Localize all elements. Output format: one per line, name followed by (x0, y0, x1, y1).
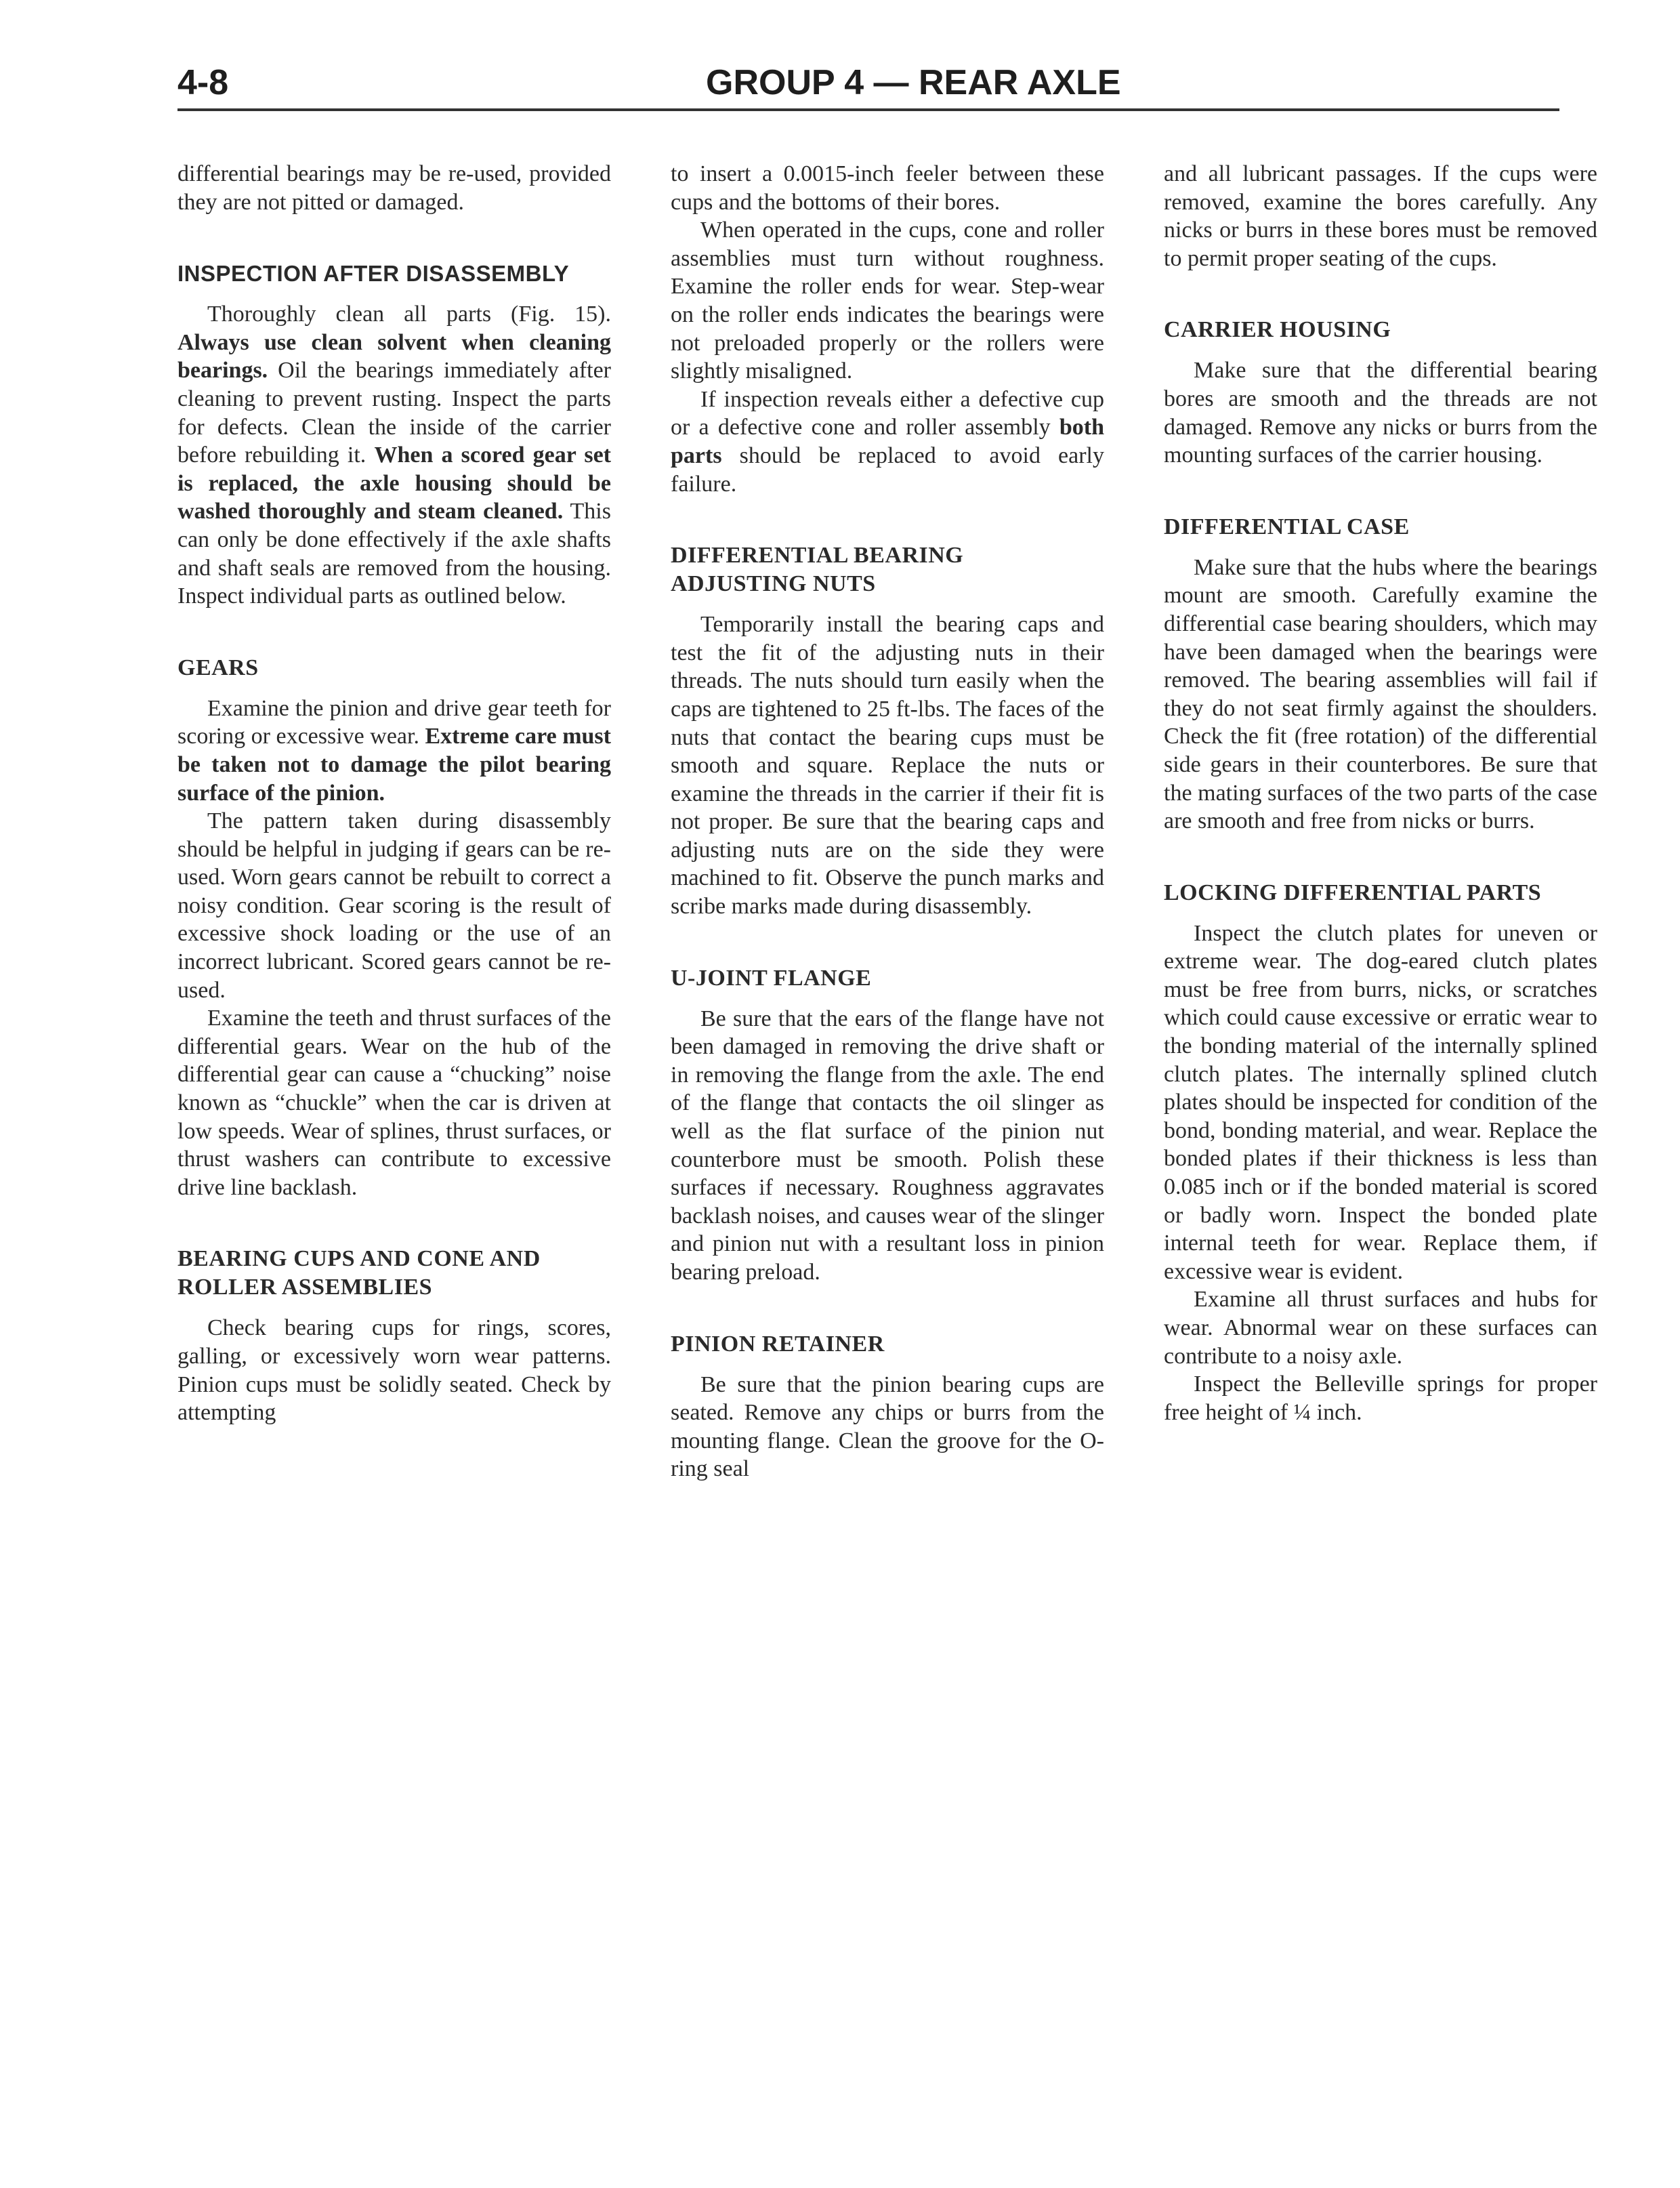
paragraph: Temporarily install the bearing caps and test the fit of the adjusting nuts in their threads. The nuts should turn easily when the caps are tightened to 25 ft-lbs. The faces of the nuts that contact the bearing cups must be smooth and square. Replace the nuts or examine the threads in the carrier if their fit is not proper. Be sure that the bearing caps and adjusting nuts are on the side they were machined to fit. Observe the punch marks and scribe marks made during disassembly. (671, 612, 1104, 920)
paragraph: Check bearing cups for rings, scores, galling, or excessively worn wear patterns. Pinion cups must be solidly seated. Check by attempting (177, 1315, 611, 1426)
paragraph: Inspect the Belleville springs for proper free height of ¼ inch. (1164, 1371, 1597, 1425)
section-heading-gears: GEARS (177, 655, 259, 680)
paragraph: Make sure that the differential bearing bores are smooth and the threads are not damaged. Remove any nicks or burrs from the mounting surfaces of the carrier housing. (1164, 358, 1597, 468)
paragraph: If inspection reveals either a defective cup or a defective cone and roller assembly both parts should be replaced to avoid early failure. (671, 386, 1104, 497)
paragraph: Examine the teeth and thrust surfaces of the differential gears. Wear on the hub of the differential gear can cause a “chucking” noise known as “chuckle” when the car is driven at low speeds. Wear of splines, thrust surfaces, or thrust washers can contribute to excessive drive line backlash. (177, 1006, 611, 1200)
paragraph: to insert a 0.0015-inch feeler between these cups and the bottoms of their bores. (671, 161, 1104, 215)
page-header (177, 56, 1573, 110)
paragraph: Examine all thrust surfaces and hubs for wear. Abnormal wear on these surfaces can contribute to a noisy axle. (1164, 1287, 1597, 1369)
section-heading-pinion-retainer: PINION RETAINER (671, 1331, 885, 1357)
column-3 (1164, 160, 1597, 1426)
section-heading-carrier-housing: CARRIER HOUSING (1164, 317, 1391, 343)
paragraph: Examine the pinion and drive gear teeth for scoring or excessive wear. Extreme care must be taken not to damage the pilot bearing surface of the pinion. (177, 695, 611, 806)
paragraph: Make sure that the hubs where the bearings mount are smooth. Carefully examine the differential case bearing shoulders, which may have been damaged when the bearings were removed. The bearing assemblies will fail if they do not seat firmly against the shoulders. Check the fit (free rotation) of the differential side gears in their counterbores. Be sure that the mating surfaces of the two parts of the case are smooth and free from nicks or burrs. (1164, 554, 1597, 834)
column-1 (177, 160, 611, 1427)
paragraph: Be sure that the pinion bearing cups are seated. Remove any chips or burrs from the mounting flange. Clean the groove for the O-ring seal (671, 1371, 1104, 1482)
page-title: GROUP 4 — REAR AXLE (706, 63, 1121, 102)
paragraph: When operated in the cups, cone and roller assemblies must turn without roughness. Examine the roller ends for wear. Step-wear on the roller ends indicates the bearings were not preloaded properly or the rollers were slightly misaligned. (671, 218, 1104, 384)
section-heading-inspection: INSPECTION AFTER DISASSEMBLY (177, 261, 570, 287)
page-number: 4-8 (177, 63, 229, 102)
header-rule (177, 108, 1559, 111)
section-heading-u-joint-flange: U-JOINT FLANGE (671, 965, 872, 991)
paragraph: Be sure that the ears of the flange have not been damaged in removing the drive shaft or in removing the flange from the axle. The end of the flange that contacts the oil slinger as well as the flat surface of the pinion nut counterbore must be smooth. Polish these surfaces if necessary. Roughness aggravates backlash noises, and causes wear of the slinger and pinion nut with a resultant loss in pinion bearing preload. (671, 1006, 1104, 1285)
paragraph: Inspect the clutch plates for uneven or extreme wear. The dog-eared clutch plates must be free from burrs, nicks, or scratches which could cause excessive or erratic wear to the bonding material of the internally splined clutch plates. The internally splined clutch plates should be inspected for condition of the bond, bonding material, and wear. Replace the bonded plates if their thickness is less than 0.085 inch or if the bonded material is scored or badly worn. Inspect the bonded plate internal teeth for wear. Replace them, if excessive wear is evident. (1164, 920, 1597, 1284)
paragraph: Thoroughly clean all parts (Fig. 15). Always use clean solvent when cleaning bearings. Oil the bearings immediately after cleaning to prevent rusting. Inspect the parts for defects. Clean the inside of the carrier before rebuilding it. When a scored gear set is replaced, the axle housing should be washed thoroughly and steam cleaned. This can only be done effectively if the axle shafts and shaft seals are removed from the housing. Inspect individual parts as outlined below. (177, 302, 611, 609)
section-heading-bearing-cups: BEARING CUPS AND CONE AND ROLLER ASSEMBLIES (177, 1246, 541, 1300)
paragraph: The pattern taken during disassembly should be helpful in judging if gears can be re-used. Worn gears cannot be rebuilt to correct a noisy condition. Gear scoring is the result of excessive shock loading or the use of an incorrect lubricant. Scored gears cannot be re-used. (177, 808, 611, 1003)
section-heading-adjusting-nuts: DIFFERENTIAL BEARING ADJUSTING NUTS (671, 543, 964, 597)
paragraph: differential bearings may be re-used, provided they are not pitted or damaged. (177, 161, 611, 215)
section-heading-differential-case: DIFFERENTIAL CASE (1164, 514, 1410, 539)
section-heading-locking-differential: LOCKING DIFFERENTIAL PARTS (1164, 880, 1542, 905)
paragraph: and all lubricant passages. If the cups were removed, examine the bores carefully. Any nicks or burrs in these bores must be removed to permit proper seating of the cups. (1164, 161, 1597, 271)
column-2 (671, 160, 1104, 1483)
